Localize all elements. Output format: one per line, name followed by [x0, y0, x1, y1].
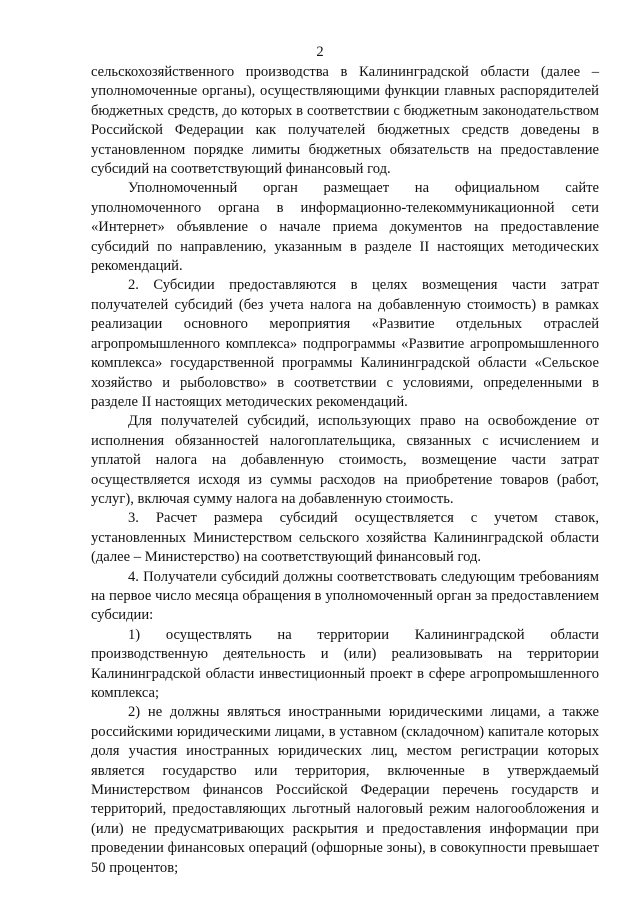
page-number: 2 [316, 44, 324, 60]
paragraph-requirement-2: 2) не должны являться иностранными юридическими лицами, а также российскими юридическими лицами, в уставном (складочном) капитале которых доля участия иностранных юридических лиц, местом регистрации которых является государство или территория, включенные в утверждаемый Министерством финансов Российской Федерации перечень государств и территорий, предоставляющих льготный налоговый режим налогообложения и (или) не предусматривающих раскрытия и предоставления информации при проведении финансовых операций (офшорные зоны), в совокупности превышает 50 процентов; [91, 704, 599, 876]
paragraph-item-3: 3. Расчет размера субсидий осуществляется с учетом ставок, установленных Министерством сельского хозяйства Калининградской области (далее – Министерство) на соответствующий финансовый год. [91, 510, 599, 566]
paragraph-requirement-1: 1) осуществлять на территории Калининградской области производственную деятельность и (или) реализовывать на территории Калининградской области инвестиционный проект в сфере агропромышленного комплекса; [91, 626, 599, 701]
document-body [91, 63, 599, 878]
paragraph-vat-exemption: Для получателей субсидий, использующих право на освобождение от исполнения обязанностей налогоплательщика, связанных с исчислением и уплатой налога на добавленную стоимость, возмещение части затрат осуществляется исходя из суммы расходов на приобретение товаров (работ, услуг), включая сумму налога на добавленную стоимость. [91, 413, 599, 507]
paragraph-item-2: 2. Субсидии предоставляются в целях возмещения части затрат получателей субсидий (без учета налога на добавленную стоимость) в рамках реализации основного мероприятия «Развитие отдельных отраслей агропромышленного комплекса» подпрограммы «Развитие агропромышленного комплекса» государственной программы Калининградской области «Сельское хозяйство и рыболовство» в соответствии с условиями, определенными в разделе II настоящих методических рекомендаций. [91, 277, 599, 410]
paragraph-announcement: Уполномоченный орган размещает на официальном сайте уполномоченного органа в информационно-телекоммуникационной сети «Интернет» объявление о начале приема документов на предоставление субсидий по направлению, указанным в разделе II настоящих методических рекомендаций. [91, 180, 599, 275]
paragraph-authorized-bodies: сельскохозяйственного производства в Калининградской области (далее – уполномоченные органы), осуществляющими функции главных распорядителей бюджетных средств, до которых в соответствии с бюджетным законодательством Российской Федерации как получателей бюджетных средств доведены в установленном порядке лимиты бюджетных обязательств на предоставление субсидий на соответствующий финансовый год. [91, 64, 599, 178]
paragraph-item-4: 4. Получатели субсидий должны соответствовать следующим требованиям на первое число месяца обращения в уполномоченный орган за предоставлением субсидии: [91, 568, 599, 624]
